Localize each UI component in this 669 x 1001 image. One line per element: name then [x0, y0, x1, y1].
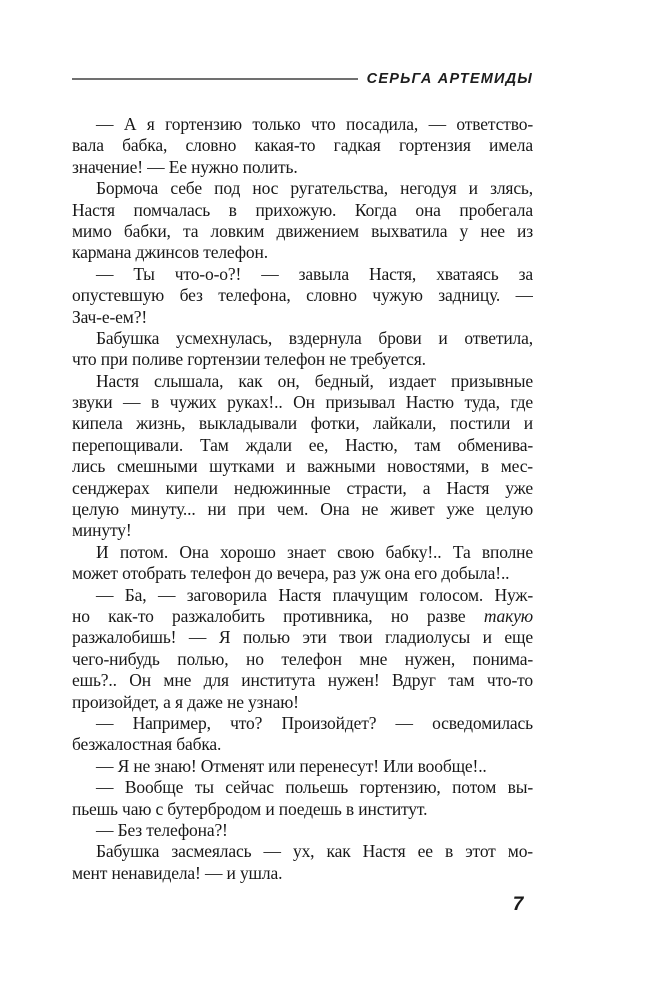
- text-line: лись смешными шутками и важными новостями, в мес-: [72, 456, 533, 477]
- text-line: — Я не знаю! Отменят или перенесут! Или вообще!..: [96, 755, 487, 776]
- text-line: Настя слышала, как он, бедный, издает призывные: [96, 370, 533, 391]
- paragraph: [72, 178, 533, 264]
- text-line: сенджерах кипели недюжинные страсти, а Настя уже: [72, 477, 533, 498]
- text-line: вала бабка, словно какая-то гадкая гортензия имела: [72, 135, 533, 156]
- text-line: может отобрать телефон до вечера, раз уж она его добыла!..: [72, 563, 510, 584]
- page-number: 7: [512, 894, 524, 915]
- text-line: И потом. Она хорошо знает свою бабку!.. Та вполне: [96, 541, 533, 562]
- text-line: пьешь чаю с бутербродом и поедешь в институт.: [72, 798, 428, 819]
- text-line: мимо бабки, та ловким движением выхватила у нее из: [72, 220, 533, 241]
- text-line: — Например, что? Произойдет? — осведомилась: [96, 712, 533, 733]
- paragraph: [72, 542, 533, 585]
- text-line: кармана джинсов телефон.: [72, 242, 268, 263]
- text-line: произойдет, а я даже не узнаю!: [72, 691, 299, 712]
- text-line: Бабушка засмеялась — ух, как Настя ее в этот мо-: [96, 841, 533, 862]
- italic-text: такую: [483, 605, 533, 626]
- text-line: — Ты что-о-о?! — завыла Настя, хватаясь за: [96, 263, 533, 284]
- text-line: минуту!: [72, 520, 132, 541]
- running-title: СЕРЬГА АРТЕМИДЫ: [366, 71, 533, 87]
- text-line: ешь?.. Он мне для института нужен! Вдруг там что-то: [72, 670, 533, 691]
- text-line: кипела жизнь, выкладывали фотки, лайкали, постили и: [72, 413, 533, 434]
- paragraph: [72, 114, 533, 178]
- text-line: Бабушка усмехнулась, вздернула брови и ответила,: [96, 327, 533, 348]
- paragraph: [72, 777, 533, 820]
- paragraph: [72, 371, 533, 542]
- text-line: безжалостная бабка.: [72, 734, 222, 755]
- text-line: Зач-е-ем?!: [72, 306, 147, 327]
- paragraph: [72, 756, 533, 777]
- text-line: — Вообще ты сейчас польешь гортензию, потом вы-: [96, 777, 533, 798]
- text-line: — Без телефона?!: [96, 819, 228, 840]
- text-line: чего-нибудь полью, но телефон мне нужен, понима-: [72, 648, 533, 669]
- text-line: но как-то разжалобить противника, но разве такую: [72, 605, 533, 626]
- text-line: мент ненавидела! — и ушла.: [72, 862, 283, 883]
- header-rule: [72, 78, 358, 80]
- paragraph: [72, 820, 533, 841]
- page-text: [72, 114, 533, 884]
- paragraph: [72, 841, 533, 884]
- text-line: перепощивали. Там ждали ее, Настю, там обменива-: [72, 434, 533, 455]
- text-line: звуки — в чужих руках!.. Он призывал Настю туда, где: [72, 392, 533, 413]
- paragraph: [72, 328, 533, 371]
- text-line: Настя помчалась в прихожую. Когда она пробегала: [72, 199, 533, 220]
- text-line: значение! — Ее нужно полить.: [72, 156, 298, 177]
- text-line: разжалобишь! — Я полью эти твои гладиолусы и еще: [72, 627, 533, 648]
- paragraph: [72, 264, 533, 328]
- text-line: что при поливе гортензии телефон не требуется.: [72, 349, 426, 370]
- text-line: Бормоча себе под нос ругательства, негодуя и злясь,: [96, 178, 533, 199]
- text-line: — А я гортензию только что посадила, — ответство-: [96, 114, 533, 134]
- page-header: [72, 68, 533, 90]
- paragraph: [72, 585, 533, 713]
- paragraph: [72, 713, 533, 756]
- text-line: целую минуту... ни при чем. Она не живет уже целую: [72, 499, 533, 520]
- text-line: опустевшую без телефона, словно чужую задницу. —: [72, 285, 533, 306]
- text-line: — Ба, — заговорила Настя плачущим голосом. Нуж-: [96, 584, 533, 605]
